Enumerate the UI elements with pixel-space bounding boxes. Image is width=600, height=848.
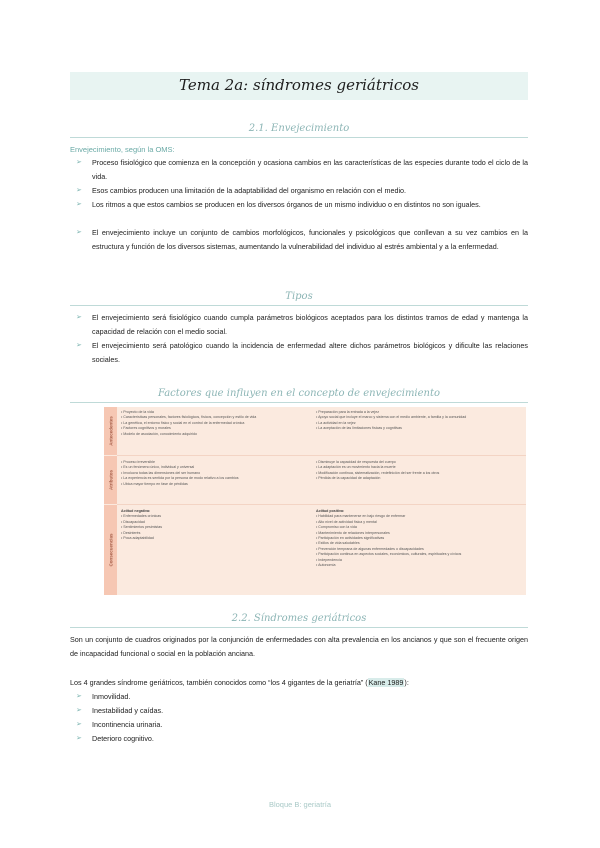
arrow-icon: ➢: [76, 342, 82, 349]
gigante-item-3: ➢ Incontinencia urinaria.: [92, 718, 528, 732]
antecedentes-left: • Proyecto de la vida • Características personales, factores fisiológicos, físicos, concepción y estilo de vida • La genética, el entorno físico y social en el control de la enfermedad crónica • Factores cognitivos y morales • Modelo de asociación, conocimiento adquirido: [121, 410, 311, 437]
gigante-item-1: ➢ Inmovilidad.: [92, 690, 528, 704]
arrow-icon: ➢: [76, 707, 82, 714]
bullet-1: ➢ Proceso fisiológico que comienza en la concepción y ocasiona cambios en las características de las especies durante todo el ciclo de la vida.: [76, 158, 528, 181]
arrow-icon: ➢: [76, 201, 82, 208]
oms-label: Envejecimiento, según la OMS:: [70, 145, 175, 154]
factores-table: [104, 407, 526, 595]
page-footer: Bloque B: geriatría: [268, 800, 332, 809]
row-header-atributos: Atributos: [104, 456, 117, 504]
bullet-2: ➢ Esos cambios producen una limitación de la adaptabilidad del organismo en relación con el medio.: [92, 184, 528, 198]
row-separator: [117, 504, 526, 505]
page-title: Tema 2a: síndromes geriátricos: [179, 76, 419, 94]
gigantes-intro: Los 4 grandes síndrome geriátricos, también conocidos como “los 4 gigantes de la geriatría” (Kane 1989):: [70, 678, 409, 687]
row-separator: [117, 455, 526, 456]
section-heading-factores: Factores que influyen en el concepto de envejecimiento: [70, 388, 528, 403]
atributos-right: • Disminuye la capacidad de respuesta del cuerpo • La adaptación es un movimiento hacia la muerte • Modificación continua, sistematización, redefinición del ser frente a los otros • Pérdida de la capacidad de adaptación: [316, 460, 521, 482]
arrow-icon: ➢: [76, 159, 82, 166]
sindromes-definition: Son un conjunto de cuadros originados por la conjunción de enfermedades con alta prevalencia en los ancianos y que son el frecuente origen de incapacidad funcional o social en la población anciana.: [70, 635, 528, 658]
row-header-consecuencias: Consecuencias: [104, 505, 117, 595]
consecuencias-left: Actitud negativa: • Enfermedades crónicas • Discapacidad • Sentimientos pesimistas • Desinterés • Poca adaptabilidad: [121, 509, 311, 541]
arrow-icon: ➢: [76, 721, 82, 728]
gigante-item-4: ➢ Deterioro cognitivo.: [92, 732, 528, 746]
row-header-antecedentes: Antecedentes: [104, 407, 117, 455]
atributos-left: • Proceso irreversible • Es un fenómeno único, individual y universal • Involucra todas las dimensiones del ser humano • La experiencia es sentida por la persona de modo relativo a los cambios • Ubica mayor tiempo en fase de pérdidas: [121, 460, 311, 487]
section-heading-sindromes: 2.2. Síndromes geriátricos: [70, 613, 528, 628]
tipos-bullet-1: ➢ El envejecimiento será fisiológico cuando cumpla parámetros biológicos aceptados para los distintos tramos de edad y mantenga la capacidad de relación con el medio social.: [76, 313, 528, 336]
tipos-bullet-2: ➢ El envejecimiento será patológico cuando la incidencia de enfermedad altere dichos parámetros biológicos y dificulte las relaciones sociales.: [76, 341, 528, 364]
arrow-icon: ➢: [76, 314, 82, 321]
arrow-icon: ➢: [76, 735, 82, 742]
consecuencias-right: Actitud positiva: • Habilidad para mantenerse en bajo riesgo de enfermar • Alto nivel de actividad física y mental • Compromiso con la vida • Mantenimiento de relaciones interpersonales • Participación en actividades significativas • Estilos de vida saludables • Prevención temprana de algunas enfermedades o discapacidades • Participación continua en aspectos sociales, económicos, culturales, espirituales y cívicos • Independencia • Autonomía: [316, 509, 521, 568]
arrow-icon: ➢: [76, 693, 82, 700]
citation-highlight: Kane 1989: [368, 678, 404, 687]
section-heading-envejecimiento: 2.1. Envejecimiento: [70, 123, 528, 138]
bullet-4: ➢ El envejecimiento incluye un conjunto de cambios morfológicos, funcionales y psicológicos que conllevan a su vez cambios en la estructura y función de los diversos sistemas, aumentando la vulnerabilidad del individuo al estrés ambiental y a la enfermedad.: [76, 228, 528, 251]
gigante-item-2: ➢ Inestabilidad y caídas.: [92, 704, 528, 718]
section-heading-tipos: Tipos: [70, 291, 528, 306]
arrow-icon: ➢: [76, 187, 82, 194]
arrow-icon: ➢: [76, 229, 82, 236]
bullet-3: ➢ Los ritmos a que estos cambios se producen en los diversos órganos de un mismo individuo o en distintos no son iguales.: [92, 198, 528, 212]
antecedentes-right: • Preparación para la entrada a la vejez • Apoyo social que incluye el marco y sistema con el medio ambiente, a familia y la comunidad • La actividad en la vejez • La aceptación de las limitaciones físicas y cognitivas: [316, 410, 521, 432]
